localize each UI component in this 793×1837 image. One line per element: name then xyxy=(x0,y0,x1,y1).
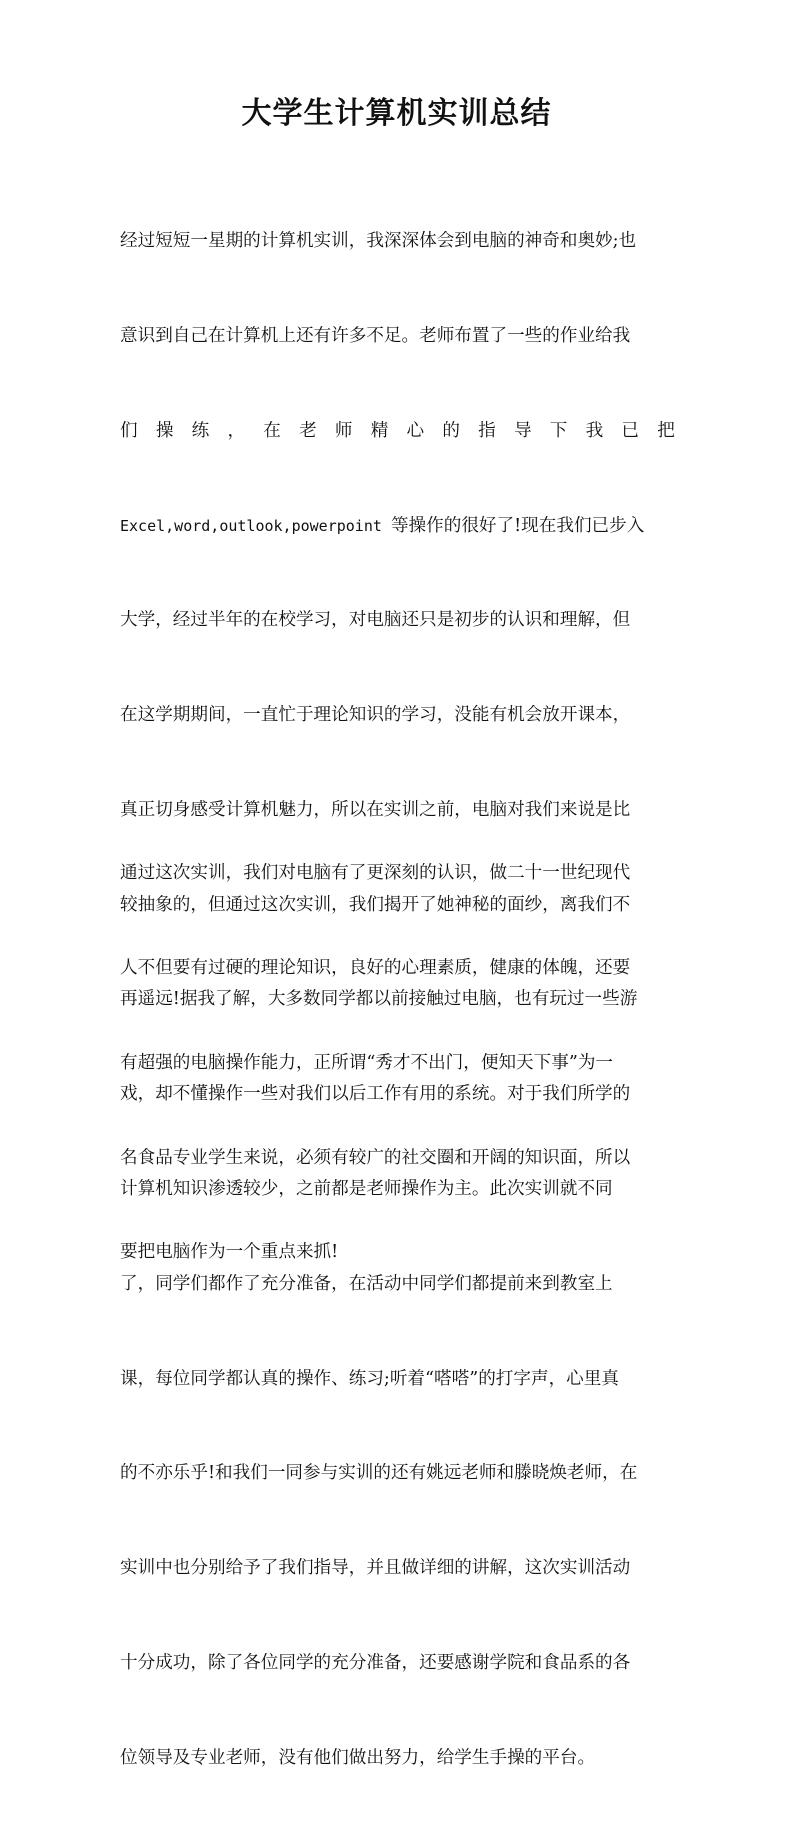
paragraph-line: 再遥远!据我了解，大多数同学都以前接触过电脑，也有玩过一些游 xyxy=(120,989,638,1010)
paragraph-line xyxy=(120,416,675,448)
paragraph-line: 实训中也分别给予了我们指导，并且做详细的讲解，这次实训活动 xyxy=(120,1558,631,1579)
spread-char: 我 xyxy=(585,420,604,441)
spread-char: 老 xyxy=(299,420,317,441)
paragraph-line: 有超强的电脑操作能力，正所谓“秀才不出门，便知天下事”为一 xyxy=(120,1052,614,1073)
paragraph-line: 较抽象的，但通过这次实训，我们揭开了她神秘的面纱，离我们不 xyxy=(120,894,631,915)
paragraph-line: 经过短短一星期的计算机实训，我深深体会到电脑的神奇和奥妙;也 xyxy=(120,231,637,252)
paragraph-line: 计算机知识渗透较少，之前都是老师操作为主。此次实训就不同 xyxy=(120,1179,613,1199)
software-list: Excel,word,outlook,powerpoint xyxy=(120,516,391,535)
paragraph-line: 意识到自己在计算机上还有许多不足。老师布置了一些的作业给我 xyxy=(120,325,631,346)
paragraph-line: 名食品专业学生来说，必须有较广的社交圈和开阔的知识面，所以 xyxy=(120,1147,631,1168)
paragraph-line: 在这学期期间，一直忙于理论知识的学习，没能有机会放开课本， xyxy=(120,705,631,726)
spread-char: 把 xyxy=(657,420,675,441)
paragraph-line: 人不但要有过硬的理论知识，良好的心理素质，健康的体魄，还要 xyxy=(120,957,631,978)
paragraph-line xyxy=(120,511,675,543)
spread-char: 练 xyxy=(191,420,210,441)
spread-char: ， xyxy=(227,420,246,441)
paragraph-line: 位领导及专业老师，没有他们做出努力，给学生手操的平台。 xyxy=(120,1747,596,1768)
spread-char: 操 xyxy=(155,420,174,441)
paragraph-line: 的不亦乐乎!和我们一同参与实训的还有姚远老师和滕晓焕老师，在 xyxy=(120,1463,638,1484)
spread-char: 精 xyxy=(370,420,389,441)
spread-char: 的 xyxy=(442,420,460,441)
spread-char: 指 xyxy=(478,420,496,441)
paragraph-line: 十分成功，除了各位同学的充分准备，还要感谢学院和食品系的各 xyxy=(120,1652,631,1673)
paragraph-line: 真正切身感受计算机魅力，所以在实训之前，电脑对我们来说是比 xyxy=(120,799,631,820)
spread-char: 心 xyxy=(406,420,425,441)
paragraph-line-rest: 等操作的很好了!现在我们已步入 xyxy=(390,515,645,536)
spread-char: 在 xyxy=(263,420,281,441)
spread-char: 下 xyxy=(549,420,568,441)
paragraph-line: 通过这次实训，我们对电脑有了更深刻的认识，做二十一世纪现代 xyxy=(120,863,631,884)
spread-char: 师 xyxy=(334,420,353,441)
paragraph-2 xyxy=(120,795,675,1332)
spread-char: 已 xyxy=(621,420,639,441)
paragraph-line: 课，每位同学都认真的操作、练习;听着“嗒嗒”的打字声，心里真 xyxy=(120,1368,619,1389)
paragraph-line: 了，同学们都作了充分准备，在活动中同学们都提前来到教室上 xyxy=(120,1273,613,1294)
paragraph-line: 戏，却不懂操作一些对我们以后工作有用的系统。对于我们所学的 xyxy=(120,1084,631,1105)
paragraph-line: 要把电脑作为一个重点来抓! xyxy=(120,1242,339,1263)
document-title: 大学生计算机实训总结 xyxy=(241,96,552,131)
paragraph-line: 大学，经过半年的在校学习，对电脑还只是初步的认识和理解，但 xyxy=(120,610,631,631)
spread-char: 导 xyxy=(513,420,532,441)
spread-char: 们 xyxy=(120,420,138,441)
